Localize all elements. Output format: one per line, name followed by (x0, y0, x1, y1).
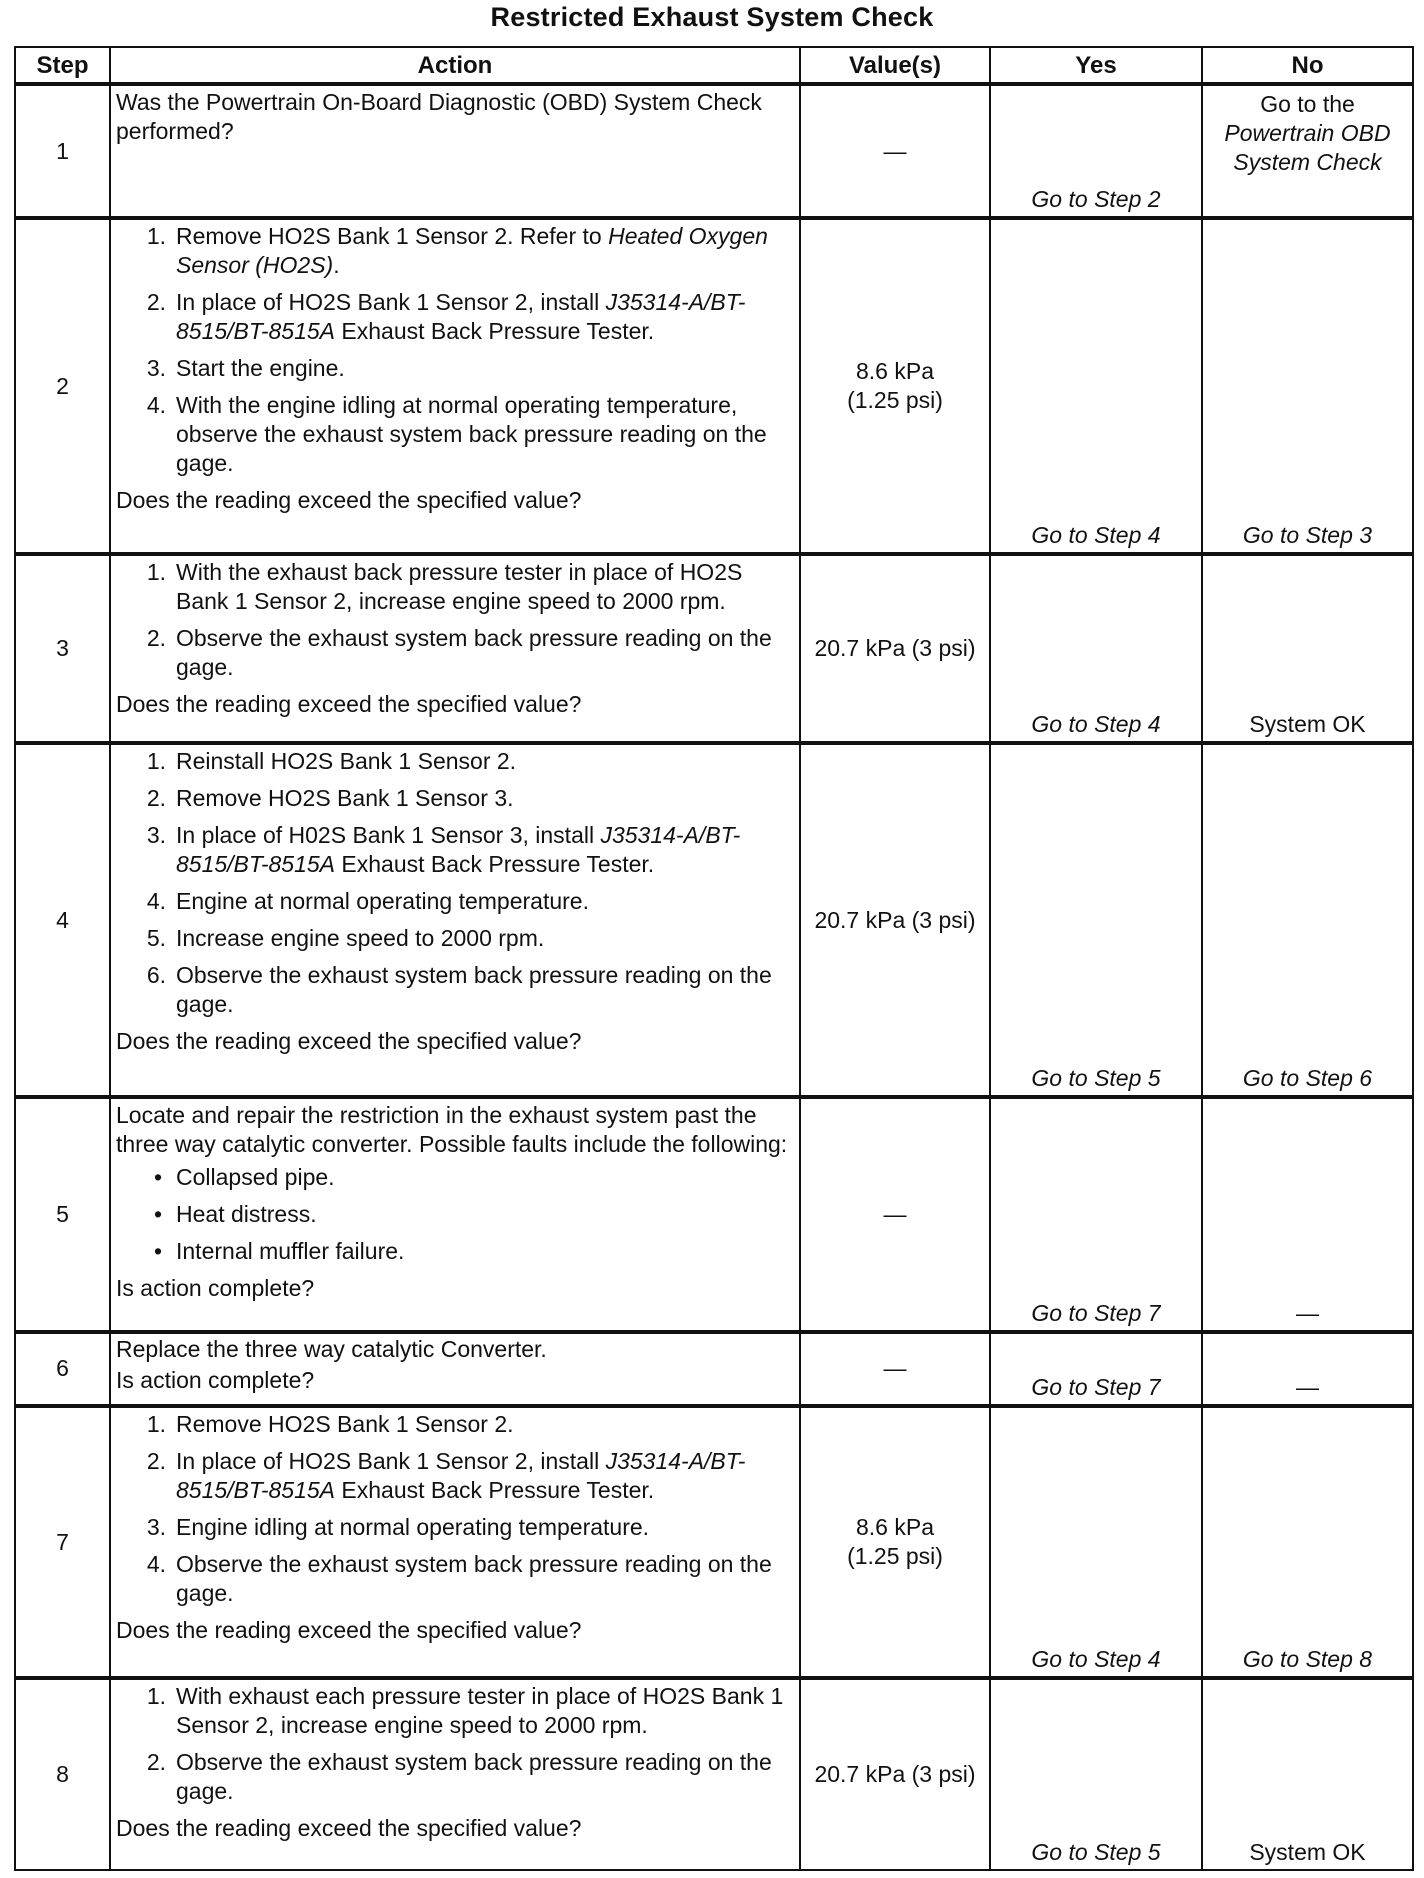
step-number: 4 (15, 743, 110, 1097)
action-cell (110, 743, 800, 1097)
table-row-step-5 (15, 1097, 1413, 1332)
header-no: No (1202, 47, 1413, 84)
action-item (116, 1550, 794, 1608)
item-number: 3. (146, 821, 166, 848)
item-number: 1. (146, 747, 166, 774)
action-list (116, 747, 794, 1019)
value-line: 8.6 kPa (856, 358, 934, 385)
table-row-step-1 (15, 84, 1413, 218)
action-item (116, 288, 794, 346)
item-number: 2. (146, 625, 166, 652)
action-list (116, 222, 794, 478)
action-cell (110, 1332, 800, 1407)
item-number: 2. (146, 289, 166, 316)
action-item (116, 821, 794, 879)
item-number: 3. (146, 1514, 166, 1541)
item-text (176, 821, 794, 879)
yes-cell: Go to Step 4 (990, 1406, 1202, 1677)
action-item (116, 222, 794, 280)
header-value: Value(s) (800, 47, 990, 84)
yes-cell: Go to Step 2 (990, 84, 1202, 218)
item-number: 1. (146, 223, 166, 250)
step-number: 6 (15, 1332, 110, 1407)
yes-cell: Go to Step 5 (990, 1678, 1202, 1870)
no-cell: — (1202, 1332, 1413, 1407)
no-cell (1202, 84, 1413, 218)
item-text: Collapsed pipe. (176, 1164, 335, 1191)
action-item (116, 784, 794, 813)
step-number: 2 (15, 218, 110, 554)
item-text: Observe the exhaust system back pressure reading on the gage. (176, 961, 772, 1017)
action-question: Does the reading exceed the specified value? (116, 487, 582, 514)
item-text-part: Remove HO2S Bank 1 Sensor 2. Refer to (176, 223, 609, 250)
value-line: (1.25 psi) (847, 1543, 943, 1570)
item-text-part: . (333, 252, 340, 279)
action-question: Does the reading exceed the specified value? (116, 691, 582, 718)
item-text: Reinstall HO2S Bank 1 Sensor 2. (176, 747, 517, 774)
action-item (116, 747, 794, 776)
item-text: With exhaust each pressure tester in place of HO2S Bank 1 Sensor 2, increase engine speed to 2000 rpm. (176, 1682, 784, 1738)
action-item (116, 1410, 794, 1439)
action-cell (110, 554, 800, 743)
item-number: 2. (146, 784, 166, 811)
action-intro: Locate and repair the restriction in the exhaust system past the three way catalytic converter. Possible faults include the following: (116, 1102, 788, 1158)
yes-cell: Go to Step 4 (990, 218, 1202, 554)
item-number: 4. (146, 887, 166, 914)
item-text: Increase engine speed to 2000 rpm. (176, 924, 545, 951)
value-cell (800, 218, 990, 554)
item-text: Observe the exhaust system back pressure reading on the gage. (176, 625, 772, 681)
fault-list (116, 1163, 794, 1266)
item-text: Engine idling at normal operating temperature. (176, 1514, 650, 1541)
item-number: 1. (146, 559, 166, 586)
fault-item (116, 1163, 794, 1192)
item-text-part: Exhaust Back Pressure Tester. (335, 850, 655, 877)
item-text (176, 222, 794, 280)
item-tool-number: J35314-A/BT-8515/BT-8515A (176, 821, 741, 877)
yes-cell: Go to Step 5 (990, 743, 1202, 1097)
table-row-step-4 (15, 743, 1413, 1097)
yes-cell: Go to Step 7 (990, 1332, 1202, 1407)
item-text: Internal muffler failure. (176, 1238, 405, 1265)
action-item (116, 391, 794, 478)
action-cell (110, 1406, 800, 1677)
no-cell: Go to Step 8 (1202, 1406, 1413, 1677)
action-item (116, 924, 794, 953)
bullet-icon: • (153, 1201, 162, 1228)
item-text: Remove HO2S Bank 1 Sensor 2. (176, 1411, 514, 1438)
step-number: 8 (15, 1678, 110, 1870)
fault-item (116, 1200, 794, 1229)
item-text (176, 1447, 794, 1505)
value-cell: 20.7 kPa (3 psi) (800, 554, 990, 743)
no-cell: Go to Step 6 (1202, 743, 1413, 1097)
item-number: 6. (146, 961, 166, 988)
step-number: 1 (15, 84, 110, 218)
action-cell (110, 1097, 800, 1332)
value-line: 8.6 kPa (856, 1514, 934, 1541)
header-row (15, 47, 1413, 84)
table-row-step-8 (15, 1678, 1413, 1870)
value-cell: — (800, 84, 990, 218)
action-item (116, 354, 794, 383)
action-question: Does the reading exceed the specified value? (116, 1027, 582, 1054)
action-list (116, 1682, 794, 1806)
item-text (176, 288, 794, 346)
no-cell: Go to Step 3 (1202, 218, 1413, 554)
action-item (116, 1447, 794, 1505)
no-cell: System OK (1202, 554, 1413, 743)
yes-cell: Go to Step 7 (990, 1097, 1202, 1332)
item-text: Engine at normal operating temperature. (176, 887, 589, 914)
table-row-step-2 (15, 218, 1413, 554)
item-text-part: Exhaust Back Pressure Tester. (335, 1477, 655, 1504)
no-cell: System OK (1202, 1678, 1413, 1870)
table-row-step-7 (15, 1406, 1413, 1677)
action-item (116, 1748, 794, 1806)
item-text: Heat distress. (176, 1201, 317, 1228)
header-action: Action (110, 47, 800, 84)
document-title: Restricted Exhaust System Check (490, 2, 934, 32)
table-row-step-3 (15, 554, 1413, 743)
item-number: 3. (146, 355, 166, 382)
yes-cell: Go to Step 4 (990, 554, 1202, 743)
action-question: Is action complete? (116, 1275, 315, 1302)
item-text: Remove HO2S Bank 1 Sensor 3. (176, 784, 514, 811)
action-item (116, 887, 794, 916)
action-intro: Replace the three way catalytic Converter. (116, 1335, 547, 1362)
step-number: 3 (15, 554, 110, 743)
item-text: Observe the exhaust system back pressure reading on the gage. (176, 1748, 772, 1804)
action-list (116, 558, 794, 682)
value-cell (800, 1406, 990, 1677)
item-number: 4. (146, 392, 166, 419)
header-yes: Yes (990, 47, 1202, 84)
item-number: 1. (146, 1411, 166, 1438)
value-cell: — (800, 1332, 990, 1407)
value-cell: — (800, 1097, 990, 1332)
action-item (116, 1682, 794, 1740)
action-item (116, 1513, 794, 1542)
action-question: Does the reading exceed the specified value? (116, 1814, 582, 1841)
action-item (116, 558, 794, 616)
item-number: 2. (146, 1748, 166, 1775)
no-cell: — (1202, 1097, 1413, 1332)
item-reference: Heated Oxygen Sensor (HO2S) (176, 223, 768, 279)
header-step: Step (15, 47, 110, 84)
item-text-part: In place of H02S Bank 1 Sensor 3, install (176, 821, 601, 848)
item-number: 1. (146, 1682, 166, 1709)
item-number: 2. (146, 1448, 166, 1475)
value-cell: 20.7 kPa (3 psi) (800, 1678, 990, 1870)
action-question: Is action complete? (116, 1366, 315, 1393)
item-number: 4. (146, 1551, 166, 1578)
bullet-icon: • (153, 1238, 162, 1265)
action-question: Does the reading exceed the specified value? (116, 1617, 582, 1644)
bullet-icon: • (153, 1164, 162, 1191)
action-intro: Was the Powertrain On-Board Diagnostic (OBD) System Check performed? (116, 89, 762, 144)
action-list (116, 1410, 794, 1608)
step-number: 5 (15, 1097, 110, 1332)
value-line: (1.25 psi) (847, 387, 943, 414)
action-item (116, 624, 794, 682)
action-cell (110, 84, 800, 218)
item-text: With the exhaust back pressure tester in place of HO2S Bank 1 Sensor 2, increase engine speed to 2000 rpm. (176, 559, 743, 615)
action-cell (110, 1678, 800, 1870)
step-number: 7 (15, 1406, 110, 1677)
item-text: Start the engine. (176, 355, 345, 382)
table-row-step-6 (15, 1332, 1413, 1407)
item-tool-number: J35314-A/BT-8515/BT-8515A (176, 289, 746, 345)
fault-item (116, 1237, 794, 1266)
item-text-part: Exhaust Back Pressure Tester. (335, 318, 655, 345)
item-text: With the engine idling at normal operating temperature, observe the exhaust system back pressure reading on the gage. (176, 392, 767, 477)
action-cell (110, 218, 800, 554)
value-cell: 20.7 kPa (3 psi) (800, 743, 990, 1097)
item-number: 5. (146, 924, 166, 951)
item-text: Observe the exhaust system back pressure reading on the gage. (176, 1551, 772, 1607)
item-tool-number: J35314-A/BT-8515/BT-8515A (176, 1448, 746, 1504)
diagnostic-table (14, 46, 1414, 1871)
no-cell-line1: Go to the (1260, 91, 1355, 117)
item-text-part: In place of HO2S Bank 1 Sensor 2, install (176, 1448, 606, 1475)
no-cell-line2: Powertrain OBD System Check (1224, 120, 1391, 175)
item-text-part: In place of HO2S Bank 1 Sensor 2, install (176, 289, 606, 316)
action-item (116, 961, 794, 1019)
